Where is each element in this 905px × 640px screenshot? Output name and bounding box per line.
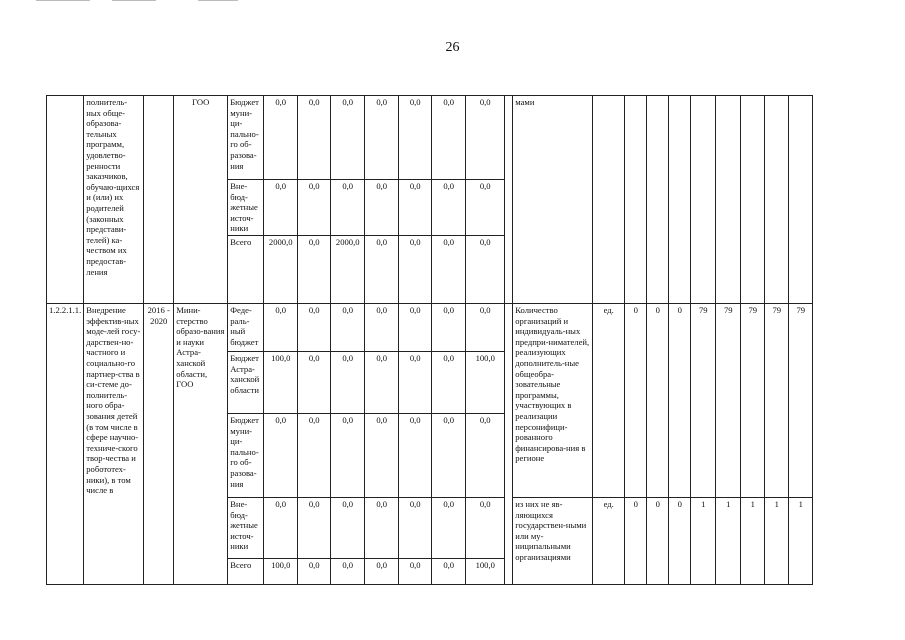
funding-value: 0,0: [331, 498, 365, 559]
funding-value: 0,0: [432, 304, 466, 352]
indicator-value: 79: [789, 304, 813, 498]
indicator-value: 0: [625, 304, 647, 498]
funding-value: 0,0: [365, 498, 399, 559]
funding-value: 0,0: [264, 96, 298, 180]
funding-value: 0,0: [399, 96, 432, 180]
funding-value: 2000,0: [331, 236, 365, 304]
funding-value: 0,0: [466, 304, 505, 352]
indicator-value: 1: [741, 498, 765, 585]
funding-value: 0,0: [264, 498, 298, 559]
table-row: [47, 304, 813, 352]
indicator-value: [789, 96, 813, 304]
program-activities-table: [46, 95, 813, 585]
activity-name: полнитель-ных обще-образова-тельных программ, удовлетво-ренности заказчиков, обучаю-щихся и (или) их родителей (законных представи-телей) ка-чеством их предостав-ления: [84, 96, 144, 304]
funding-value: 0,0: [298, 352, 331, 414]
funding-value: 0,0: [331, 352, 365, 414]
indicator-value: [741, 96, 765, 304]
funding-source: Вне-бюд-жетные источ-ники: [228, 180, 264, 236]
funding-value: 0,0: [432, 96, 466, 180]
unit-cell: ед.: [593, 498, 625, 585]
spacer-cell: [505, 96, 513, 304]
indicator-value: [716, 96, 741, 304]
funding-value: 0,0: [432, 180, 466, 236]
funding-source: Вне-бюд-жетные источ-ники: [228, 498, 264, 559]
period-cell: [144, 96, 174, 304]
funding-value: 0,0: [399, 304, 432, 352]
funding-value: 0,0: [365, 304, 399, 352]
funding-value: 0,0: [466, 236, 505, 304]
indicator-value: 0: [647, 304, 669, 498]
spacer-cell: [505, 304, 513, 585]
funding-value: 0,0: [399, 352, 432, 414]
funding-value: 0,0: [466, 498, 505, 559]
indicator-value: 0: [625, 498, 647, 585]
funding-value: 100,0: [466, 559, 505, 585]
scan-artifact-line: [112, 0, 156, 1]
indicator-value: [691, 96, 716, 304]
period-cell: 2016 - 2020: [144, 304, 174, 585]
unit-cell: ед.: [593, 304, 625, 498]
indicator-value: 1: [789, 498, 813, 585]
indicator-value: [669, 96, 691, 304]
funding-value: 0,0: [432, 498, 466, 559]
funding-value: 0,0: [399, 559, 432, 585]
indicator-value: 1: [765, 498, 789, 585]
indicator-value: [765, 96, 789, 304]
funding-value: 0,0: [264, 304, 298, 352]
indicator-value: 0: [669, 304, 691, 498]
funding-value: 0,0: [298, 414, 331, 498]
indicator-value: [647, 96, 669, 304]
funding-source: Бюджет муни-ци-пально-го об-разова-ния: [228, 414, 264, 498]
funding-value: 0,0: [298, 180, 331, 236]
funding-value: 0,0: [365, 236, 399, 304]
indicator-value: 0: [669, 498, 691, 585]
funding-value: 0,0: [264, 180, 298, 236]
indicator-value: 79: [765, 304, 789, 498]
executor-cell: Мини-стерство образо-вания и науки Астра-ханской области, ГОО: [174, 304, 228, 585]
funding-value: 0,0: [399, 180, 432, 236]
activity-name: Внедрение эффектив-ных моде-лей госу-дарствен-но-частного и социально-го партнер-ства в си-стеме до-полнитель-ного обра-зования детей (в том числе в сфере научно-техниче-ского твор-чества и робототех-ники), в том числе в: [84, 304, 144, 585]
funding-source: Всего: [228, 236, 264, 304]
table-row: [47, 96, 813, 180]
funding-value: 0,0: [298, 559, 331, 585]
indicator-text: из них не яв-ляющихся государствен-ными или му-ниципальными организациями: [513, 498, 593, 585]
funding-value: 0,0: [466, 96, 505, 180]
indicator-value: [625, 96, 647, 304]
funding-value: 0,0: [298, 96, 331, 180]
funding-value: 0,0: [399, 498, 432, 559]
indicator-value: 79: [716, 304, 741, 498]
page-number: 26: [445, 40, 460, 55]
row-code-cell: [47, 96, 84, 304]
funding-value: 0,0: [298, 498, 331, 559]
funding-source: Бюджет муни-ци-пально-го об-разова-ния: [228, 96, 264, 180]
funding-value: 0,0: [365, 352, 399, 414]
unit-cell: [593, 96, 625, 304]
funding-value: 0,0: [399, 414, 432, 498]
funding-value: 100,0: [264, 559, 298, 585]
funding-value: 100,0: [264, 352, 298, 414]
funding-source: Бюджет Астра-ханской области: [228, 352, 264, 414]
funding-value: 0,0: [365, 559, 399, 585]
funding-value: 0,0: [331, 559, 365, 585]
row-code-cell: 1.2.2.1.1.: [47, 304, 84, 585]
funding-source: Всего: [228, 559, 264, 585]
funding-value: 0,0: [432, 559, 466, 585]
indicator-text: Количество организаций и индивидуаль-ных предпри-нимателей, реализующих дополнитель-ные общеобра-зовательные программы, участвующих в реализации персонифици-рованного финансирова-ния в регионе: [513, 304, 593, 498]
indicator-value: 1: [716, 498, 741, 585]
funding-value: 0,0: [331, 96, 365, 180]
indicator-value: 1: [691, 498, 716, 585]
funding-value: 0,0: [365, 180, 399, 236]
funding-value: 0,0: [365, 414, 399, 498]
indicator-text: мами: [513, 96, 593, 304]
funding-value: 0,0: [298, 236, 331, 304]
funding-value: 0,0: [331, 414, 365, 498]
funding-value: 0,0: [365, 96, 399, 180]
indicator-value: 79: [741, 304, 765, 498]
indicator-value: 0: [647, 498, 669, 585]
scan-artifact-line: [198, 0, 238, 1]
funding-value: 0,0: [466, 180, 505, 236]
funding-value: 0,0: [399, 236, 432, 304]
funding-source: Феде-раль-ный бюджет: [228, 304, 264, 352]
funding-value: 0,0: [331, 180, 365, 236]
executor-cell: ГОО: [174, 96, 228, 304]
funding-value: 0,0: [264, 414, 298, 498]
funding-value: 2000,0: [264, 236, 298, 304]
indicator-value: 79: [691, 304, 716, 498]
funding-value: 0,0: [331, 304, 365, 352]
funding-value: 0,0: [432, 352, 466, 414]
funding-value: 0,0: [298, 304, 331, 352]
funding-value: 100,0: [466, 352, 505, 414]
funding-value: 0,0: [432, 414, 466, 498]
scan-artifact-line: [36, 0, 90, 1]
funding-value: 0,0: [432, 236, 466, 304]
funding-value: 0,0: [466, 414, 505, 498]
